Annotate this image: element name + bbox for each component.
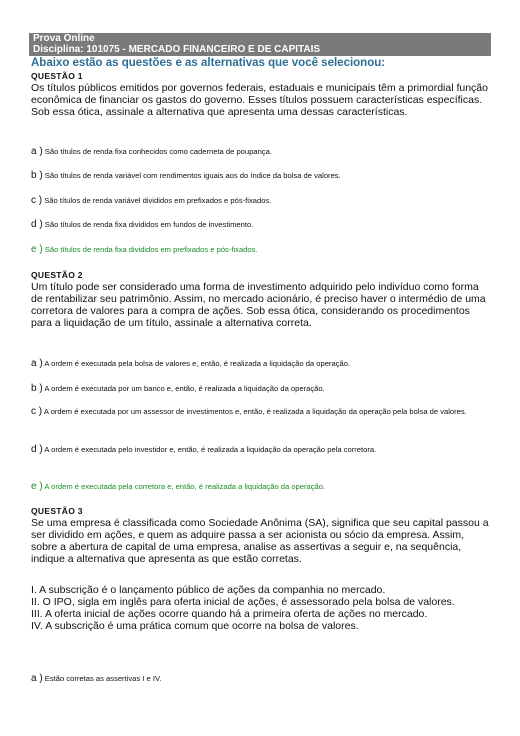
question-3	[31, 506, 493, 565]
assertion-iii: III. A oferta inicial de ações ocorre quando há a primeira oferta de ações no mercado.	[31, 608, 428, 620]
option-text: São títulos de renda variável divididos em prefixados e pós-fixados.	[44, 196, 272, 205]
assertion-ii: II. O IPO, sigla em inglês para oferta inicial de ações, é assessorado pela bolsa de valores.	[31, 596, 455, 608]
question-label: QUESTÃO 2	[31, 270, 83, 280]
question-label: QUESTÃO 3	[31, 506, 83, 516]
q1-option-c[interactable]	[31, 196, 493, 206]
option-letter: d )	[31, 444, 43, 455]
option-letter: a )	[31, 358, 43, 369]
option-text: A ordem é executada pela corretora e, então, é realizada a liquidação da operação.	[44, 482, 326, 491]
option-letter: b )	[31, 383, 43, 394]
question-2	[31, 270, 493, 329]
assertion-i: I. A subscrição é o lançamento público de ações da companhia no mercado.	[31, 584, 386, 596]
exam-title-bar: Prova Online	[29, 33, 491, 45]
q3-option-a[interactable]	[31, 674, 493, 684]
option-letter: c )	[31, 406, 43, 417]
q2-option-c[interactable]	[31, 407, 493, 417]
q2-option-b[interactable]	[31, 384, 493, 394]
option-letter: e )	[31, 481, 43, 492]
option-text: São títulos de renda fixa divididos em fundos de investimento.	[44, 220, 254, 229]
option-letter: a )	[31, 673, 43, 684]
question-text: Um título pode ser considerado uma forma de investimento adquirido pelo indivíduo como forma de rentabilizar seu patrimônio. Assim, no mercado acionário, é preciso haver o intermédio de uma corretora de valores para a compra de ações. Sob essa ótica, considerando os procedimentos para a liquidação de um título, assinale a alternativa correta.	[31, 281, 486, 329]
q1-option-d[interactable]	[31, 220, 493, 230]
question-1	[31, 71, 493, 118]
option-text: Estão corretas as assertivas I e IV.	[44, 674, 162, 683]
option-letter: b )	[31, 170, 43, 181]
option-letter: e )	[31, 244, 43, 255]
question-text: Os títulos públicos emitidos por governos federais, estaduais e municipais têm a primordial função econômica de financiar os gastos do governo. Esses títulos possuem características específicas. Sob essa ótica, assinale a alternativa que apresenta uma dessas características.	[31, 82, 488, 118]
option-text: A ordem é executada pela bolsa de valores e, então, é realizada a liquidação da operação.	[44, 359, 351, 368]
q3-assertions	[31, 584, 493, 632]
option-text: São títulos de renda fixa divididos em prefixados e pós-fixados.	[44, 245, 258, 254]
q1-option-e-selected[interactable]	[31, 245, 493, 255]
option-text: A ordem é executada por um assessor de investimentos e, então, é realizada a liquidação da operação pela bolsa de valores.	[43, 407, 467, 416]
page-subtitle: Abaixo estão as questões e as alternativas que você selecionou:	[31, 57, 386, 69]
option-text: São títulos de renda variável com rendimentos iguais aos do índice da bolsa de valores.	[44, 171, 341, 180]
question-label: QUESTÃO 1	[31, 71, 83, 81]
q2-option-d[interactable]	[31, 445, 493, 455]
discipline-bar: Disciplina: 101075 - MERCADO FINANCEIRO E DE CAPITAIS	[29, 44, 491, 56]
q2-option-e-selected[interactable]	[31, 482, 493, 492]
option-letter: d )	[31, 219, 43, 230]
q1-option-b[interactable]	[31, 171, 493, 181]
option-text: A ordem é executada por um banco e, então, é realizada a liquidação da operação.	[44, 384, 325, 393]
q2-option-a[interactable]	[31, 359, 493, 369]
question-text: Se uma empresa é classificada como Sociedade Anônima (SA), significa que seu capital passou a ser dividido em ações, e quem as adquire passa a ser acionista ou sócio da empresa. Assim, sobre a abertura de capital de uma empresa, analise as assertivas a seguir e, na sequência, indique a alternativa que apresenta as que estão corretas.	[31, 517, 489, 565]
option-letter: a )	[31, 146, 43, 157]
option-text: São títulos de renda fixa conhecidos como caderneta de poupança.	[44, 147, 272, 156]
q1-option-a[interactable]	[31, 147, 493, 157]
option-text: A ordem é executada pelo investidor e, então, é realizada a liquidação da operação pela corretora.	[44, 445, 377, 454]
option-letter: c )	[31, 195, 43, 206]
assertion-iv: IV. A subscrição é uma prática comum que ocorre na bolsa de valores.	[31, 620, 359, 632]
